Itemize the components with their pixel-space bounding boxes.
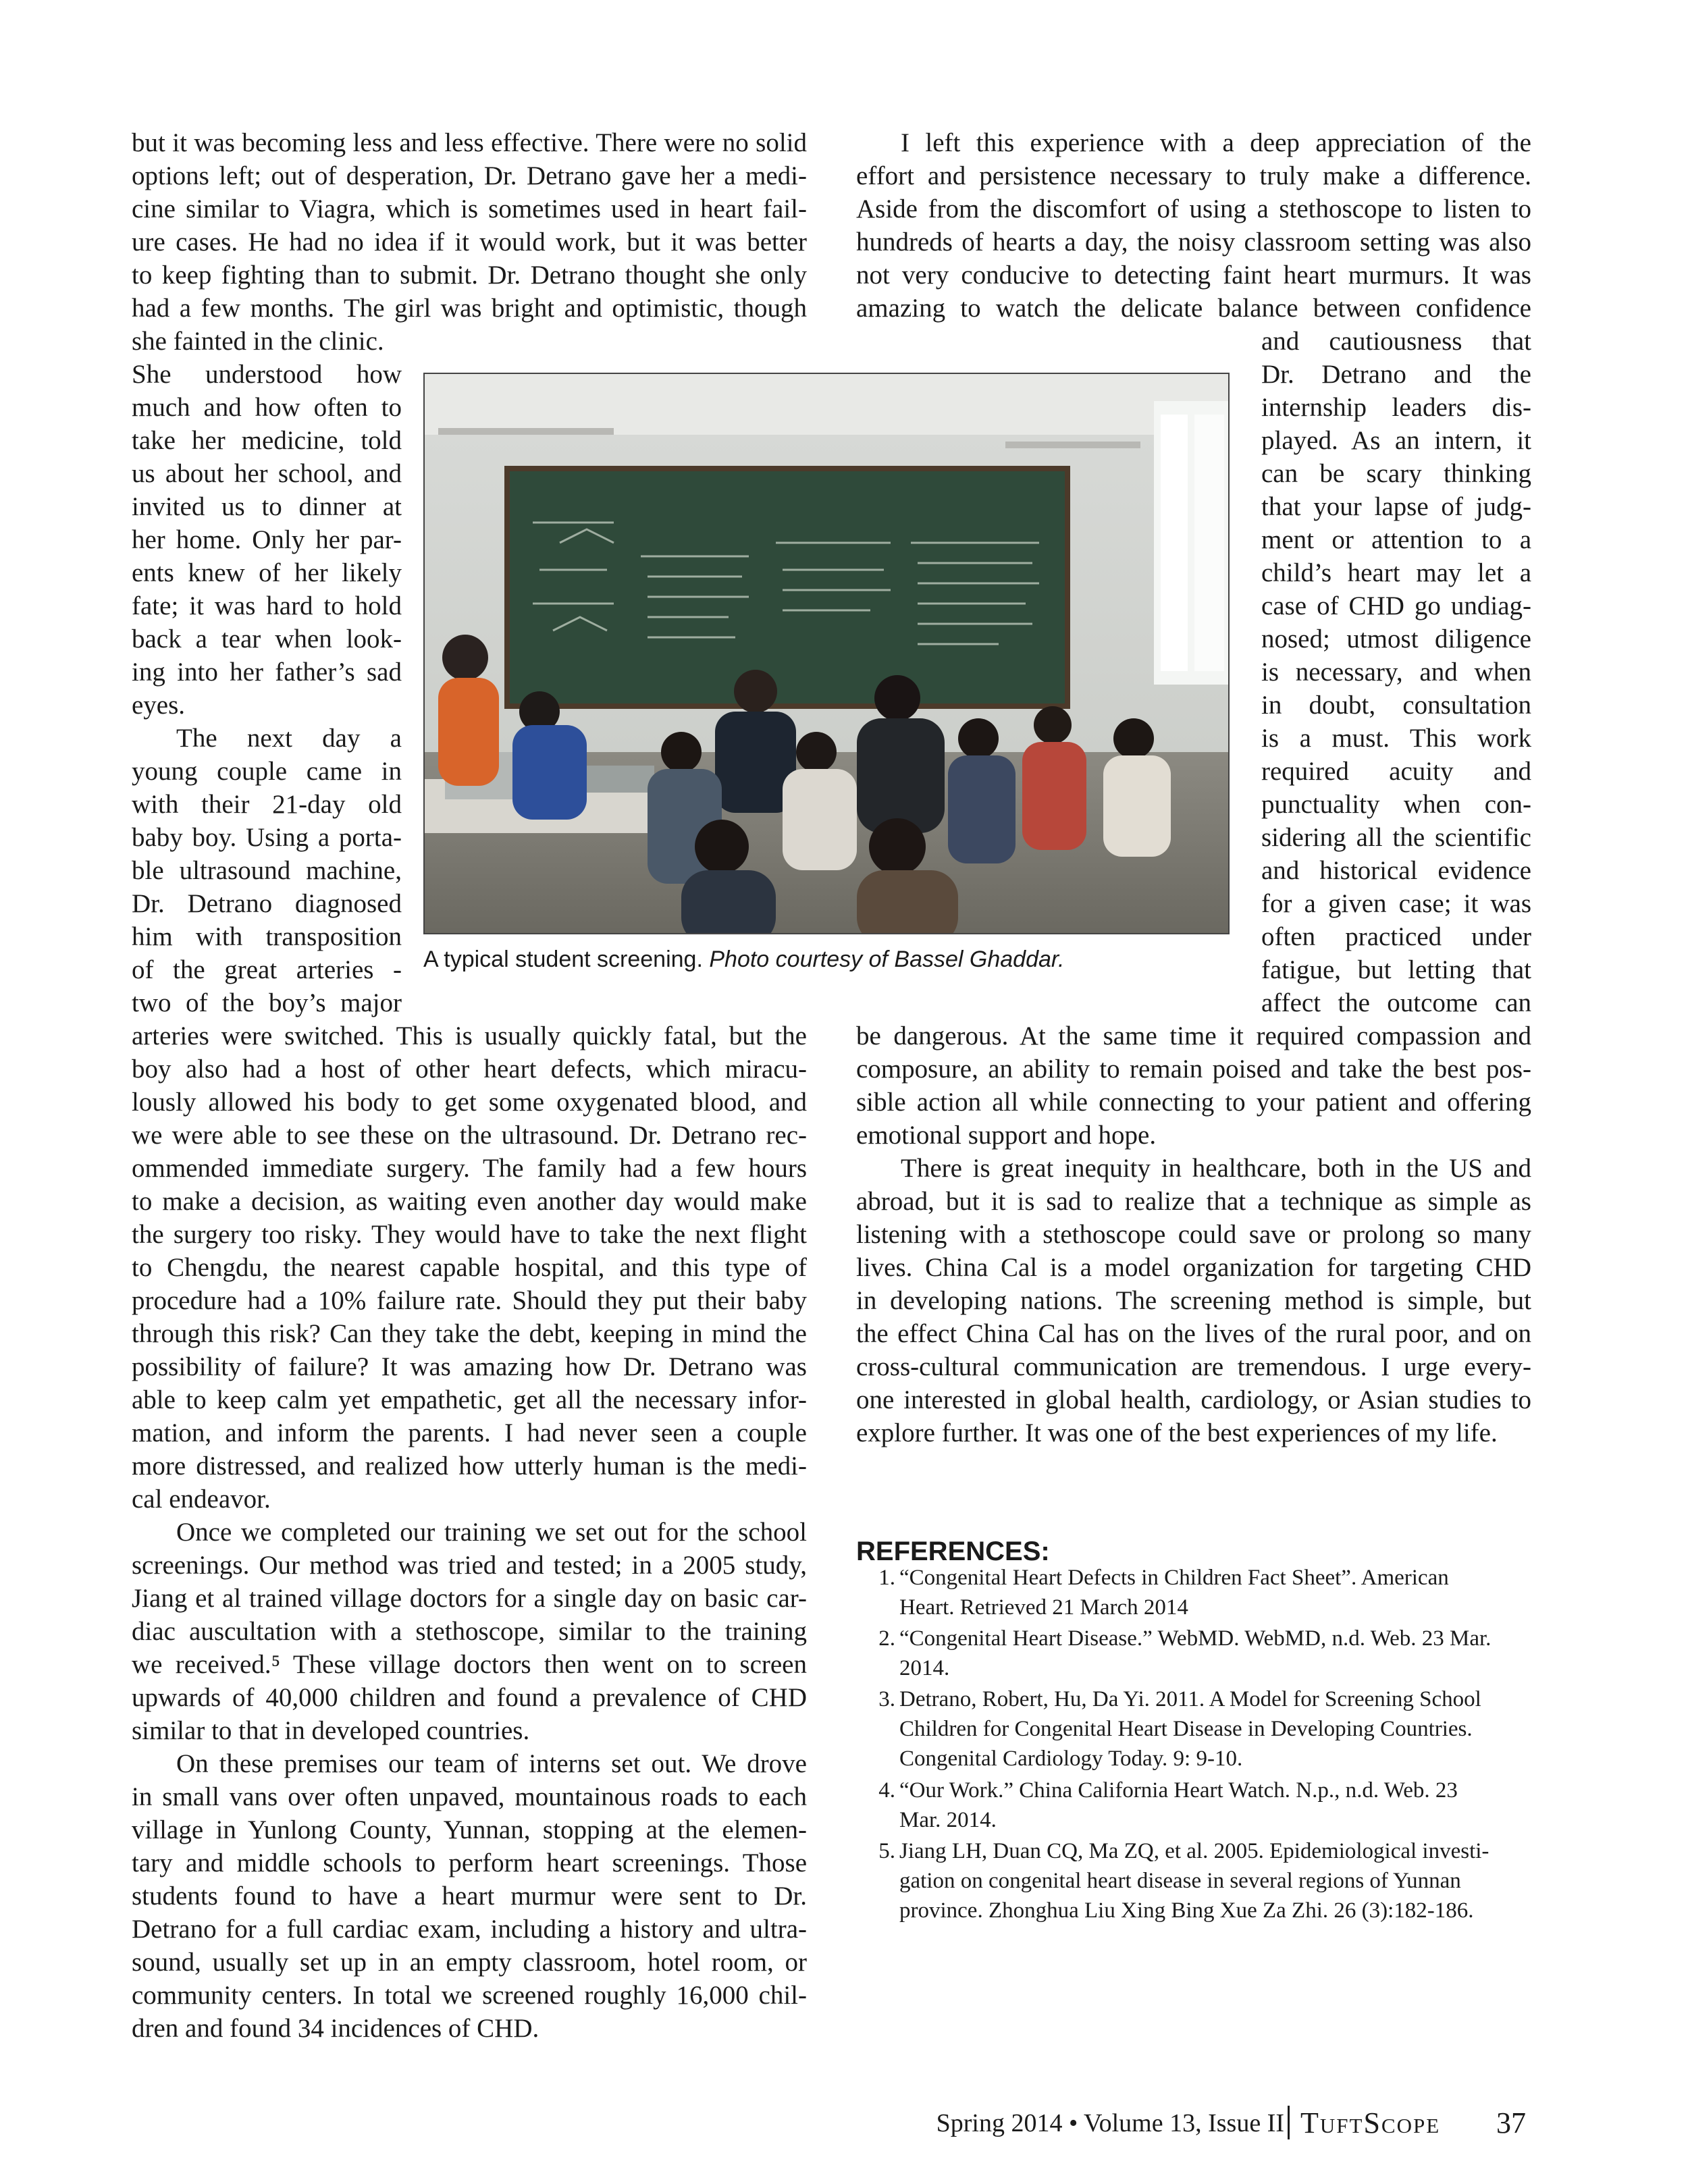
right-col-narrow-line: played. As an intern, it — [1261, 426, 1531, 455]
right-col-bottom-line: the effect China Cal has on the lives of the rural poor, and on — [856, 1319, 1531, 1348]
right-col-narrow-line: that your lapse of judg- — [1261, 492, 1531, 521]
right-col-narrow-line: fatigue, but letting that — [1261, 955, 1531, 984]
right-col-bottom-line: sible action all while connecting to your patient and offering — [856, 1088, 1531, 1117]
left-col-narrow-line: Dr. Detrano diagnosed — [132, 889, 402, 918]
right-col-bottom-line: explore further. It was one of the best experiences of my life. — [856, 1418, 1498, 1447]
left-col-bottom-line: procedure had a 10% failure rate. Should they put their baby — [132, 1286, 807, 1315]
right-col-bottom-line: listening with a stethoscope could save or prolong so many — [856, 1220, 1531, 1249]
right-col-narrow-line: can be scary thinking — [1261, 459, 1531, 488]
reference-number: 2. — [878, 1626, 895, 1651]
right-col-narrow-line: case of CHD go undiag- — [1261, 591, 1531, 620]
left-col-bottom-line: Jiang et al trained village doctors for a single day on basic car- — [132, 1584, 807, 1613]
right-col-bottom-line: There is great inequity in healthcare, both in the US and — [901, 1154, 1531, 1183]
reference-item — [856, 1684, 1531, 1774]
right-col-narrow-line: and historical evidence — [1261, 856, 1531, 885]
reference-text: “Congenital Heart Defects in Children Fact Sheet”. American — [899, 1566, 1449, 1590]
left-col-bottom-line: dren and found 34 incidences of CHD. — [132, 2014, 539, 2043]
right-col-narrow-line: Dr. Detrano and the — [1261, 360, 1531, 389]
left-col-bottom-line: the surgery too risky. They would have to take the next flight — [132, 1220, 807, 1249]
left-col-narrow-line: back a tear when look- — [132, 624, 402, 654]
left-col-bottom-line: On these premises our team of interns set out. We drove — [176, 1749, 807, 1778]
right-col-narrow-line: internship leaders dis- — [1261, 393, 1531, 422]
left-col-bottom-line: able to keep calm yet empathetic, get all the necessary infor- — [132, 1385, 807, 1414]
reference-text: “Our Work.” China California Heart Watch. N.p., n.d. Web. 23 — [899, 1778, 1458, 1803]
magazine-name: TuftScope — [1300, 2106, 1441, 2139]
right-col-bottom-line: cross-cultural communication are tremendous. I urge every- — [856, 1352, 1531, 1381]
left-col-narrow-line: with their 21-day old — [132, 790, 402, 819]
left-col-narrow-line: The next day a — [176, 724, 402, 753]
page-number: 37 — [1496, 2106, 1526, 2139]
left-col-narrow-line: young couple came in — [132, 757, 402, 786]
left-col-bottom-line: upwards of 40,000 children and found a prevalence of CHD — [132, 1683, 807, 1712]
right-col-narrow-line: and cautiousness that — [1261, 327, 1531, 356]
right-col-bottom-line: abroad, but it is sad to realize that a technique as simple as — [856, 1187, 1531, 1216]
right-col-narrow-line: often practiced under — [1261, 922, 1531, 951]
reference-item — [856, 1563, 1531, 1622]
reference-number: 1. — [878, 1566, 895, 1590]
left-col-bottom-line: community centers. In total we screened roughly 16,000 chil- — [132, 1981, 807, 2010]
left-col-bottom-line: lously allowed his body to get some oxygenated blood, and — [132, 1088, 807, 1117]
reference-text: “Congenital Heart Disease.” WebMD. WebMD, n.d. Web. 23 Mar. — [899, 1626, 1492, 1651]
reference-text: Detrano, Robert, Hu, Da Yi. 2011. A Model for Screening School — [899, 1687, 1481, 1711]
left-col-narrow-line: ing into her father’s sad — [132, 658, 402, 687]
right-col-top-line: hundreds of hearts a day, the noisy classroom setting was also — [856, 228, 1531, 257]
left-col-narrow-line: fate; it was hard to hold — [132, 591, 402, 620]
reference-text: Mar. 2014. — [899, 1808, 997, 1832]
left-col-bottom-line: Once we completed our training we set out for the school — [176, 1518, 807, 1547]
reference-text: Heart. Retrieved 21 March 2014 — [899, 1595, 1188, 1620]
reference-text: Congenital Cardiology Today. 9: 9-10. — [899, 1747, 1243, 1771]
right-col-top-line: I left this experience with a deep appreciation of the — [901, 128, 1531, 157]
left-col-bottom-line: similar to that in developed countries. — [132, 1716, 530, 1745]
left-col-bottom-line: to Chengdu, the nearest capable hospital, and this type of — [132, 1253, 807, 1282]
right-col-narrow-line: child’s heart may let a — [1261, 558, 1531, 587]
screening-photo — [423, 373, 1230, 934]
left-col-bottom-line: students found to have a heart murmur were sent to Dr. — [132, 1882, 807, 1911]
reference-text: gation on congenital heart disease in several regions of Yunnan — [899, 1869, 1461, 1893]
left-col-bottom-line: sound, usually set up in an empty classroom, hotel room, or — [132, 1948, 807, 1977]
right-col-narrow-line: is a must. This work — [1261, 724, 1531, 753]
right-col-bottom-line: be dangerous. At the same time it required compassion and — [856, 1021, 1531, 1050]
left-col-narrow-line: take her medicine, told — [132, 426, 402, 455]
left-col-narrow-line: baby boy. Using a porta- — [132, 823, 402, 852]
issue-info: Spring 2014 • Volume 13, Issue II — [936, 2109, 1284, 2137]
right-col-narrow-line: nosed; utmost diligence — [1261, 624, 1531, 654]
left-col-bottom-line: screenings. Our method was tried and tested; in a 2005 study, — [132, 1551, 807, 1580]
right-col-top-line: amazing to watch the delicate balance between confidence — [856, 294, 1531, 323]
left-col-bottom-line: boy also had a host of other heart defects, which miracu- — [132, 1055, 807, 1084]
right-col-narrow-line: in doubt, consultation — [1261, 691, 1531, 720]
right-col-top-line: Aside from the discomfort of using a stethoscope to listen to — [856, 194, 1531, 223]
left-col-bottom-line: tary and middle schools to perform heart screenings. Those — [132, 1848, 807, 1877]
left-col-narrow-line: much and how often to — [132, 393, 402, 422]
left-col-narrow-line: him with transposition — [132, 922, 402, 951]
right-col-narrow-line: sidering all the scientific — [1261, 823, 1531, 852]
left-col-bottom-line: arteries were switched. This is usually quickly fatal, but the — [132, 1021, 807, 1050]
right-col-narrow-line: is necessary, and when — [1261, 658, 1531, 687]
left-col-narrow-line: eyes. — [132, 691, 186, 720]
left-col-bottom-line: we were able to see these on the ultrasound. Dr. Detrano rec- — [132, 1121, 807, 1150]
left-col-top-line: but it was becoming less and less effective. There were no solid — [132, 128, 807, 157]
left-col-narrow-line: her home. Only her par- — [132, 525, 402, 554]
left-col-bottom-line: village in Yunlong County, Yunnan, stopping at the elemen- — [132, 1815, 807, 1844]
right-col-narrow-line: required acuity and — [1261, 757, 1531, 786]
left-col-bottom-line: mation, and inform the parents. I had never seen a couple — [132, 1418, 807, 1447]
right-col-top-line: effort and persistence necessary to truly make a difference. — [856, 161, 1531, 190]
left-col-bottom-line: diac auscultation with a stethoscope, similar to the training — [132, 1617, 807, 1646]
left-col-narrow-line: us about her school, and — [132, 459, 402, 488]
photo-caption — [423, 944, 1234, 975]
left-col-bottom-line: ommended immediate surgery. The family had a few hours — [132, 1154, 807, 1183]
left-col-narrow-line: ble ultrasound machine, — [132, 856, 402, 885]
left-col-top-line: ure cases. He had no idea if it would work, but it was better — [132, 228, 807, 257]
left-col-narrow-line: invited us to dinner at — [132, 492, 402, 521]
left-col-top-line: options left; out of desperation, Dr. Detrano gave her a medi- — [132, 161, 807, 190]
reference-text: 2014. — [899, 1656, 950, 1680]
right-col-bottom-line: emotional support and hope. — [856, 1121, 1157, 1150]
left-col-top-line: cine similar to Viagra, which is sometimes used in heart fail- — [132, 194, 807, 223]
left-col-bottom-line: Detrano for a full cardiac exam, including a history and ultra- — [132, 1915, 807, 1944]
reference-item — [856, 1624, 1531, 1683]
reference-number: 4. — [878, 1778, 895, 1803]
left-col-bottom-line: more distressed, and realized how utterly human is the medi- — [132, 1451, 807, 1481]
left-col-bottom-line: to make a decision, as waiting even another day would make — [132, 1187, 807, 1216]
reference-text: province. Zhonghua Liu Xing Bing Xue Za Zhi. 26 (3):182-186. — [899, 1898, 1474, 1923]
left-col-top-line: had a few months. The girl was bright and optimistic, though — [132, 294, 807, 323]
reference-item — [856, 1836, 1531, 1925]
classroom-photo-illustration — [425, 374, 1230, 934]
photo-caption-text: A typical student screening. — [423, 947, 710, 972]
reference-number: 3. — [878, 1687, 895, 1711]
left-col-top-line: she fainted in the clinic. — [132, 327, 384, 356]
left-col-bottom-line: through this risk? Can they take the debt, keeping in mind the — [132, 1319, 807, 1348]
right-col-top-line: not very conducive to detecting faint heart murmurs. It was — [856, 261, 1531, 290]
left-col-top-line: to keep fighting than to submit. Dr. Detrano thought she only — [132, 261, 807, 290]
right-col-bottom-line: one interested in global health, cardiology, or Asian studies to — [856, 1385, 1531, 1414]
page-footer — [932, 2104, 1526, 2142]
reference-text: Children for Congenital Heart Disease in Developing Countries. — [899, 1717, 1473, 1741]
left-col-narrow-line: two of the boy’s major — [132, 988, 402, 1017]
right-col-narrow-line: punctuality when con- — [1261, 790, 1531, 819]
right-col-narrow-line: affect the outcome can — [1261, 988, 1531, 1017]
footer-divider — [1288, 2106, 1290, 2139]
reference-text: Jiang LH, Duan CQ, Ma ZQ, et al. 2005. Epidemiological investi- — [899, 1839, 1489, 1863]
right-col-narrow-line: ment or attention to a — [1261, 525, 1531, 554]
photo-credit: Photo courtesy of Bassel Ghaddar. — [709, 947, 1065, 972]
right-col-bottom-line: lives. China Cal is a model organization for targeting CHD — [856, 1253, 1531, 1282]
right-col-bottom-line: in developing nations. The screening method is simple, but — [856, 1286, 1531, 1315]
references-heading: REFERENCES: — [856, 1537, 1050, 1566]
left-col-bottom-line: possibility of failure? It was amazing how Dr. Detrano was — [132, 1352, 807, 1381]
left-col-narrow-line: ents knew of her likely — [132, 558, 402, 587]
left-col-bottom-line: in small vans over often unpaved, mountainous roads to each — [132, 1782, 807, 1811]
right-col-bottom-line: composure, an ability to remain poised and take the best pos- — [856, 1055, 1531, 1084]
reference-number: 5. — [878, 1839, 895, 1863]
left-col-narrow-line: She understood how — [132, 360, 402, 389]
left-col-bottom-line: cal endeavor. — [132, 1485, 271, 1514]
left-col-narrow-line: of the great arteries - — [132, 955, 402, 984]
right-col-narrow-line: for a given case; it was — [1261, 889, 1531, 918]
left-col-bottom-line: we received.⁵ These village doctors then went on to screen — [132, 1650, 807, 1679]
reference-item — [856, 1776, 1531, 1835]
